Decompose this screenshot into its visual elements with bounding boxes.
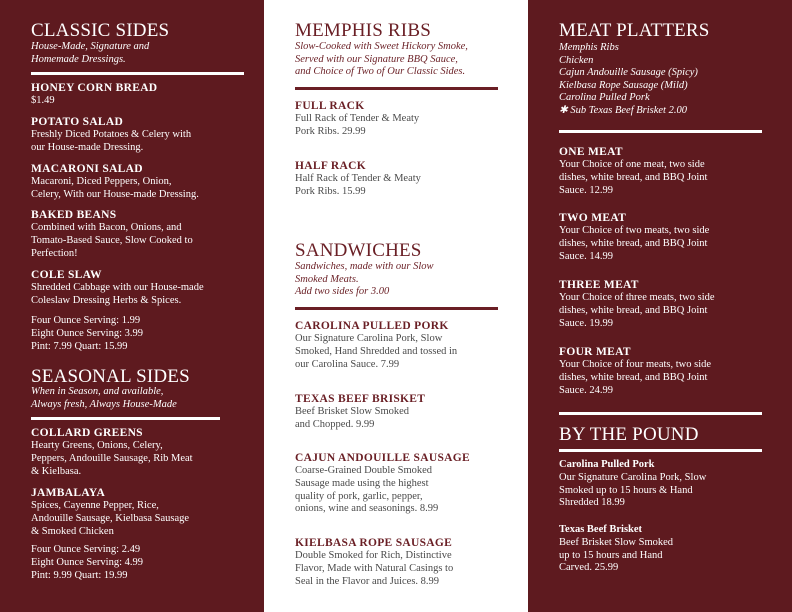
menu-item: COLE SLAW Shredded Cabbage with our House-made Coleslaw Dressing Herbs & Spices. <box>31 268 256 308</box>
memphis-ribs-title: MEMPHIS RIBS <box>295 20 431 41</box>
sandwiches-title: SANDWICHES <box>295 240 422 261</box>
item-name: POTATO SALAD <box>31 116 124 128</box>
divider <box>559 412 762 415</box>
meat-platters-panel <box>528 0 792 612</box>
item-name: COLLARD GREENS <box>31 427 143 439</box>
menu-item: KIELBASA ROPE SAUSAGE Double Smoked for Rich, Distinctive Flavor, Made with Natural Casings to Seal in the Flavor and Juices. 8.99 <box>295 536 520 588</box>
item-name: CAJUN ANDOUILLE SAUSAGE <box>295 452 470 464</box>
menu-item: POTATO SALAD Freshly Diced Potatoes & Celery with our House-made Dressing. <box>31 115 256 155</box>
divider <box>31 417 220 420</box>
seasonal-sides-subtitle: When in Season, and available, Always fresh, Always House-Made <box>31 386 177 410</box>
item-name: BAKED BEANS <box>31 209 117 221</box>
ribs-sandwiches-panel <box>264 0 528 612</box>
item-name: KIELBASA ROPE SAUSAGE <box>295 537 453 549</box>
item-name: HONEY CORN BREAD <box>31 82 158 94</box>
item-name: TWO MEAT <box>559 212 627 224</box>
item-name: JAMBALAYA <box>31 487 106 499</box>
by-the-pound-title: BY THE POUND <box>559 424 699 445</box>
menu-item: HONEY CORN BREAD $1.49 <box>31 81 256 108</box>
menu-item: TWO MEAT Your Choice of two meats, two side dishes, white bread, and BBQ Joint Sauce. 14.99 <box>559 211 784 263</box>
menu-item: MACARONI SALAD Macaroni, Diced Peppers, Onion, Celery, With our House-made Dressing. <box>31 162 256 202</box>
memphis-ribs-subtitle: Slow-Cooked with Sweet Hickory Smoke, Served with our Signature BBQ Sauce, and Choice of Two of Our Classic Sides. <box>295 41 468 77</box>
menu-item: FULL RACK Full Rack of Tender & Meaty Pork Ribs. 29.99 <box>295 99 520 139</box>
item-name: Carolina Pulled Pork <box>559 459 655 470</box>
classic-sides-subtitle: House-Made, Signature and Homemade Dressings. <box>31 41 150 65</box>
divider <box>295 87 498 90</box>
serving-prices: Four Ounce Serving: 2.49 Eight Ounce Serving: 4.99 Pint: 9.99 Quart: 19.99 <box>31 544 143 581</box>
item-name: FULL RACK <box>295 100 365 112</box>
item-name: MACARONI SALAD <box>31 163 143 175</box>
meat-platters-subtitle: Memphis Ribs Chicken Cajun Andouille Sausage (Spicy) Kielbasa Rope Sausage (Mild) Carolina Pulled Pork ✱ Sub Texas Beef Brisket 2.00 <box>559 42 698 116</box>
menu-item: HALF RACK Half Rack of Tender & Meaty Pork Ribs. 15.99 <box>295 159 520 199</box>
seasonal-sides-title: SEASONAL SIDES <box>31 366 190 387</box>
menu-item: TEXAS BEEF BRISKET Beef Brisket Slow Smoked and Chopped. 9.99 <box>295 392 520 432</box>
menu-item: BAKED BEANS Combined with Bacon, Onions, and Tomato-Based Sauce, Slow Cooked to Perfection! <box>31 208 256 260</box>
meat-platters-title: MEAT PLATTERS <box>559 20 710 41</box>
item-name: Texas Beef Brisket <box>559 524 643 535</box>
menu-item: Carolina Pulled Pork Our Signature Carolina Pork, Slow Smoked up to 15 hours & Hand Shredded 18.99 <box>559 459 784 510</box>
menu-item: CAROLINA PULLED PORK Our Signature Carolina Pork, Slow Smoked, Hand Shredded and tossed in our Carolina Sauce. 7.99 <box>295 319 520 371</box>
classic-sides-panel <box>0 0 264 612</box>
item-name: HALF RACK <box>295 160 366 172</box>
item-name: CAROLINA PULLED PORK <box>295 320 449 332</box>
sandwiches-subtitle: Sandwiches, made with our Slow Smoked Meats. Add two sides for 3.00 <box>295 261 434 297</box>
menu-item: ONE MEAT Your Choice of one meat, two side dishes, white bread, and BBQ Joint Sauce. 12.99 <box>559 145 784 197</box>
divider <box>31 72 244 75</box>
divider <box>559 449 762 452</box>
divider <box>295 307 498 310</box>
divider <box>559 130 762 133</box>
serving-prices: Four Ounce Serving: 1.99 Eight Ounce Serving: 3.99 Pint: 7.99 Quart: 15.99 <box>31 315 143 352</box>
item-name: TEXAS BEEF BRISKET <box>295 393 426 405</box>
classic-sides-title: CLASSIC SIDES <box>31 20 170 41</box>
menu-item: FOUR MEAT Your Choice of four meats, two side dishes, white bread, and BBQ Joint Sauce. 24.99 <box>559 345 784 397</box>
item-name: THREE MEAT <box>559 279 639 291</box>
menu-item: THREE MEAT Your Choice of three meats, two side dishes, white bread, and BBQ Joint Sauce. 19.99 <box>559 278 784 330</box>
item-name: FOUR MEAT <box>559 346 631 358</box>
menu-item: JAMBALAYA Spices, Cayenne Pepper, Rice, Andouille Sausage, Kielbasa Sausage & Smoked Chicken <box>31 486 256 538</box>
menu-item: Texas Beef Brisket Beef Brisket Slow Smoked up to 15 hours and Hand Carved. 25.99 <box>559 524 784 575</box>
menu-item: COLLARD GREENS Hearty Greens, Onions, Celery, Peppers, Andouille Sausage, Rib Meat & Kielbasa. <box>31 426 256 478</box>
menu-item: CAJUN ANDOUILLE SAUSAGE Coarse-Grained Double Smoked Sausage made using the highest quality of pork, garlic, pepper, onions, wine and seasonings. 8.99 <box>295 451 520 516</box>
item-name: ONE MEAT <box>559 146 623 158</box>
item-name: COLE SLAW <box>31 269 102 281</box>
